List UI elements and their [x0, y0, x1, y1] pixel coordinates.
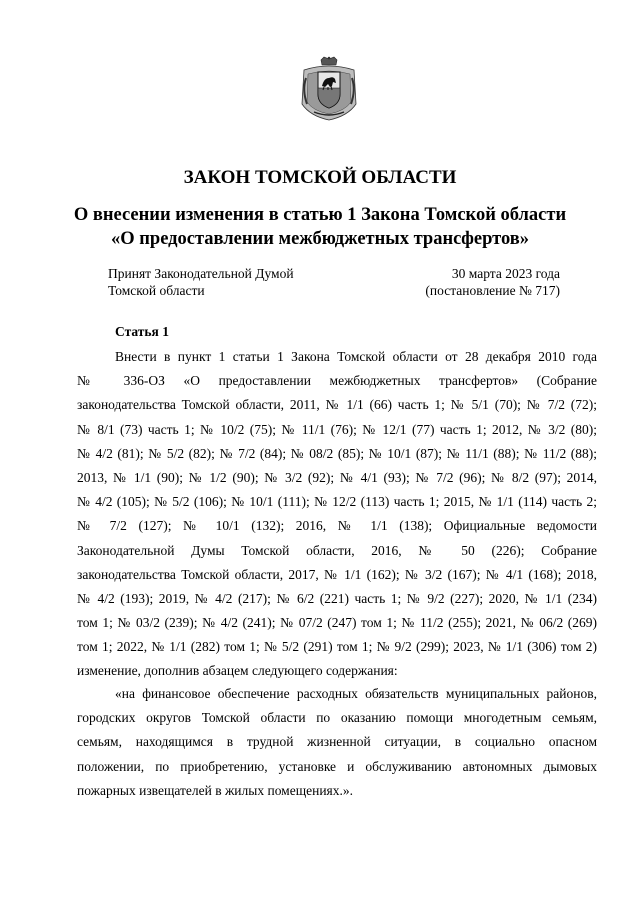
paragraph-line: том 1; № 03/2 (239); № 4/2 (241); № 07/2 (247) том 1; № 11/2 (255); 2021, № 06/2 (269) — [77, 615, 597, 631]
article-quoted-paragraph — [77, 682, 597, 803]
law-subtitle — [0, 203, 640, 251]
paragraph-line: Законодательной Думы Томской области, 2016, № 50 (226); Собрание — [77, 542, 597, 558]
paragraph-line: «на финансовое обеспечение расходных обязательств муниципальных районов, — [115, 686, 597, 701]
tomsk-coat-of-arms-emblem — [298, 56, 360, 122]
paragraph-line: городских округов Томской области по оказанию помощи многодетным семьям, — [77, 710, 597, 726]
adopted-by-line: Томской области — [108, 283, 205, 298]
paragraph-line: пожарных извещателей в жилых помещениях.». — [77, 782, 354, 798]
adopted-by-line: Принят Законодательной Думой — [108, 266, 294, 281]
paragraph-line: Внести в пункт 1 статьи 1 Закона Томской области от 28 декабря 2010 года — [115, 349, 597, 364]
paragraph-line: № 4/2 (105); № 5/2 (106); № 10/1 (111); № 12/2 (113) часть 1; 2015, № 1/1 (114) часть 2; — [77, 494, 597, 510]
paragraph-line: семьям, находящимся в трудной жизненной ситуации, в социально опасном — [77, 734, 597, 750]
resolution-number: (постановление № 717) — [425, 283, 560, 298]
article-heading: Статья 1 — [115, 324, 169, 339]
paragraph-line: положении, по приобретению, установке и обслуживанию автономных дымовых — [77, 758, 597, 774]
subtitle-line: «О предоставлении межбюджетных трансфертов» — [110, 229, 530, 249]
paragraph-line: 2013, № 1/1 (90); № 1/2 (90); № 3/2 (92); № 4/1 (93); № 7/2 (96); № 8/2 (97); 2014, — [77, 469, 597, 485]
paragraph-line: № 336-ОЗ «О предоставлении межбюджетных трансфертов» (Собрание — [77, 373, 597, 389]
article-main-paragraph — [77, 345, 597, 684]
adopted-by — [108, 265, 294, 299]
paragraph-line: № 4/2 (193); 2019, № 4/2 (217); № 6/2 (221) часть 1; № 9/2 (227); 2020, № 1/1 (234) — [77, 590, 597, 606]
adoption-date-line: 30 марта 2023 года — [451, 266, 560, 281]
paragraph-line: № 7/2 (127); № 10/1 (132); 2016, № 1/1 (138); Официальные ведомости — [77, 518, 597, 534]
law-title: ЗАКОН ТОМСКОЙ ОБЛАСТИ — [183, 167, 457, 188]
paragraph-line: изменение, дополнив абзацем следующего содержания: — [77, 663, 398, 679]
adoption-date — [425, 265, 560, 299]
paragraph-line: законодательства Томской области, 2011, № 1/1 (66) часть 1; № 5/1 (70); № 7/2 (72); — [77, 397, 597, 413]
paragraph-line: № 4/2 (81); № 5/2 (82); № 7/2 (84); № 08/2 (85); № 10/1 (87); № 11/1 (88); № 11/2 (88); — [77, 445, 597, 461]
paragraph-line: № 8/1 (73) часть 1; № 10/2 (75); № 11/1 (76); № 12/1 (77) часть 1; 2012, № 3/2 (80); — [77, 421, 597, 437]
paragraph-line: законодательства Томской области, 2017, № 1/1 (162); № 3/2 (167); № 4/1 (168); 2018, — [77, 566, 597, 582]
paragraph-line: том 1; 2022, № 1/1 (282) том 1; № 5/2 (291) том 1; № 9/2 (299); 2023, № 1/1 (306) том 2) — [77, 639, 597, 655]
subtitle-line: О внесении изменения в статью 1 Закона Томской области — [73, 205, 567, 225]
